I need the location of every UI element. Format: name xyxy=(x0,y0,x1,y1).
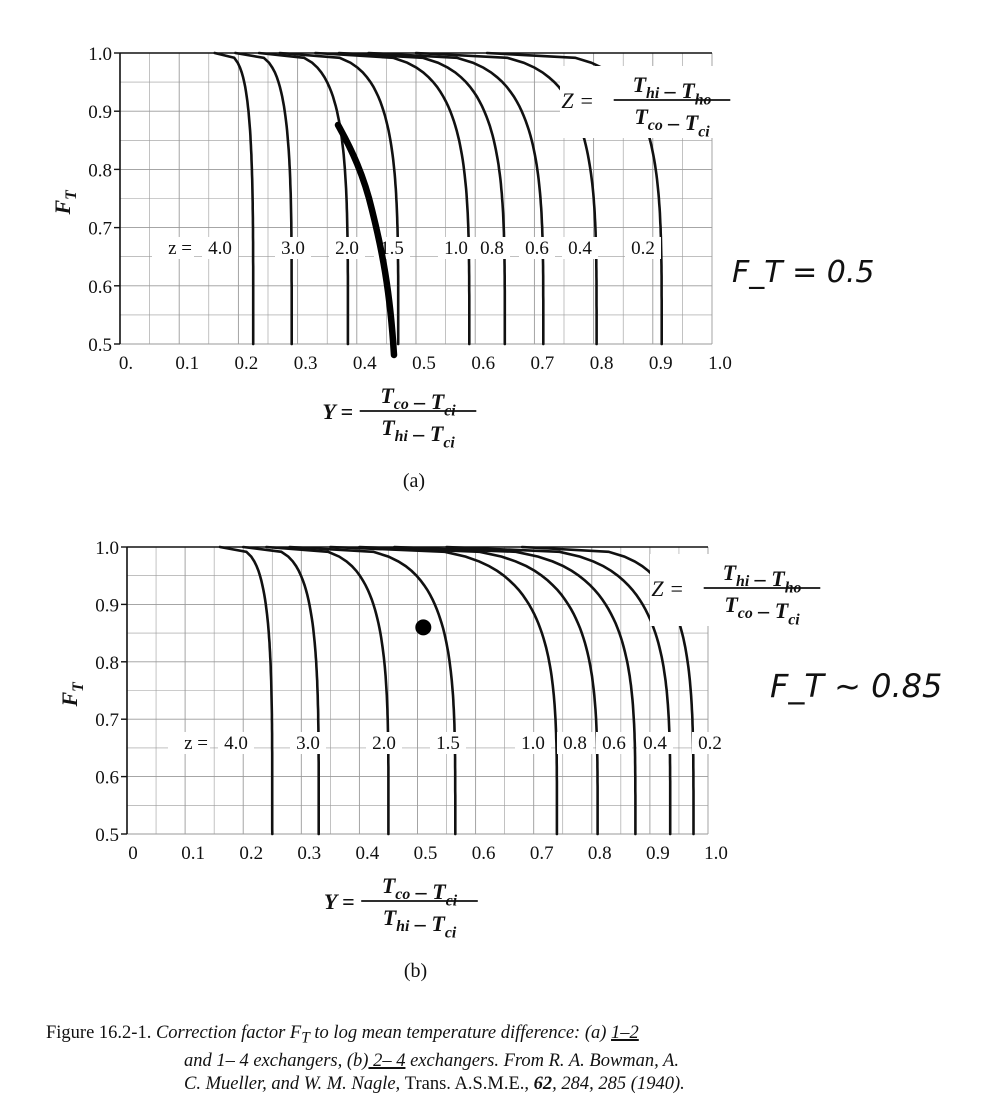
chart-panel-b xyxy=(57,538,942,982)
z-label-0.8: 0.8 xyxy=(563,733,587,754)
x-tick-label: 0.9 xyxy=(646,843,670,864)
y-tick-label: 0.7 xyxy=(88,218,112,240)
panel-label: (b) xyxy=(403,960,428,982)
y-tick-label: 0.6 xyxy=(88,276,112,298)
y-tick-label: 0.6 xyxy=(95,767,119,789)
x-tick-label: 0.2 xyxy=(239,843,264,864)
x-tick-label: 0.4 xyxy=(352,353,377,374)
fraction-denominator: $T_{co} - T_{ci}$ xyxy=(634,104,710,141)
y-tick-label: 0.7 xyxy=(95,710,119,732)
x-tick-label: 0.7 xyxy=(529,843,554,864)
z-label-4.0: 4.0 xyxy=(224,733,248,754)
x-tick-label: 0.9 xyxy=(648,353,673,374)
z-label-2.0: 2.0 xyxy=(372,733,396,754)
x-axis-label: Y = xyxy=(322,399,353,424)
x-tick-label: 0. xyxy=(118,353,134,374)
x-tick-label: 0.6 xyxy=(471,353,496,374)
z-label-2.0: 2.0 xyxy=(335,238,359,259)
z-prefix-label: z = xyxy=(184,733,208,754)
z-label-0.2: 0.2 xyxy=(698,733,722,754)
y-tick-label: 1.0 xyxy=(95,538,119,559)
y-tick-label: 0.5 xyxy=(95,825,119,846)
caption-line1: Correction factor $F_T$ to log mean temperature difference: (a) 1–2 xyxy=(155,1023,639,1047)
z-label-0.4: 0.4 xyxy=(643,733,667,754)
x-axis-formula xyxy=(361,873,478,941)
z-formula-lhs: Z = xyxy=(651,576,684,601)
y-tick-label: 0.9 xyxy=(95,595,119,617)
figure-caption xyxy=(46,1022,946,1096)
z-label-0.6: 0.6 xyxy=(525,238,549,259)
fraction-numerator: $T_{hi} - T_{ho}$ xyxy=(722,560,802,597)
x-tick-label: 0.8 xyxy=(587,843,612,864)
caption-line2: and 1– 4 exchangers, (b) 2– 4 exchangers. From R. A. Bowman, A. xyxy=(184,1050,679,1071)
x-tick-label: 0.2 xyxy=(234,353,259,374)
z-label-0.4: 0.4 xyxy=(568,238,592,259)
fraction-denominator: $T_{co} - T_{ci}$ xyxy=(724,592,800,629)
y-axis-label-text: $F_T$ xyxy=(57,682,88,707)
z-label-1.5: 1.5 xyxy=(380,238,404,259)
z-label-1.5: 1.5 xyxy=(436,733,460,754)
grid xyxy=(127,547,708,834)
chart-panel-a xyxy=(50,44,875,492)
y-tick-label: 0.9 xyxy=(88,102,112,124)
x-axis-label: Y = xyxy=(323,889,355,914)
y-axis-label xyxy=(50,189,80,216)
fraction-denominator: $T_{hi} - T_{ci}$ xyxy=(382,905,457,942)
x-tick-label: 0.1 xyxy=(175,353,200,374)
z-label-1.0: 1.0 xyxy=(521,733,545,754)
handwritten-annotation-b: F_T ~ 0.85 xyxy=(770,667,943,705)
panel-label: (a) xyxy=(402,470,426,492)
y-tick-label: 0.5 xyxy=(88,335,112,356)
handwritten-marker-dot xyxy=(415,619,431,635)
y-tick-label: 0.8 xyxy=(95,652,119,674)
x-tick-label: 1.0 xyxy=(704,843,728,864)
x-tick-label: 1.0 xyxy=(708,353,732,374)
x-tick-label: 0.8 xyxy=(589,353,614,374)
y-tick-label: 0.8 xyxy=(88,160,112,182)
fraction-denominator: $T_{hi} - T_{ci}$ xyxy=(381,415,455,452)
fraction-numerator: $T_{co} - T_{ci}$ xyxy=(380,383,456,420)
x-tick-label: 0.6 xyxy=(471,843,496,864)
x-tick-label: 0 xyxy=(128,843,138,864)
x-tick-label: 0.5 xyxy=(413,843,438,864)
y-axis-label xyxy=(57,681,87,708)
z-prefix-label: z = xyxy=(168,238,192,259)
x-axis-formula xyxy=(360,383,477,451)
z-label-0.2: 0.2 xyxy=(631,238,655,259)
z-label-0.6: 0.6 xyxy=(602,733,626,754)
z-label-1.0: 1.0 xyxy=(444,238,468,259)
z-label-4.0: 4.0 xyxy=(208,238,232,259)
caption-prefix: Figure 16.2-1. xyxy=(46,1023,152,1043)
x-tick-label: 0.7 xyxy=(530,353,555,374)
x-tick-label: 0.4 xyxy=(355,843,380,864)
y-tick-label: 1.0 xyxy=(88,44,112,65)
x-tick-label: 0.3 xyxy=(297,843,322,864)
fraction-numerator: $T_{co} - T_{ci}$ xyxy=(381,873,458,910)
x-tick-label: 0.3 xyxy=(293,353,318,374)
fraction-numerator: $T_{hi} - T_{ho}$ xyxy=(632,72,712,109)
x-tick-label: 0.1 xyxy=(181,843,205,864)
z-label-0.8: 0.8 xyxy=(480,238,504,259)
x-tick-label: 0.5 xyxy=(412,353,436,374)
z-label-3.0: 3.0 xyxy=(296,733,320,754)
caption-line3: C. Mueller, and W. M. Nagle, Trans. A.S.M.E., 62, 284, 285 (1940). xyxy=(184,1073,685,1094)
z-label-3.0: 3.0 xyxy=(281,238,305,259)
y-axis-label-text: $F_T$ xyxy=(50,190,81,215)
handwritten-annotation-a: F_T = 0.5 xyxy=(732,255,875,290)
z-formula-lhs: Z = xyxy=(561,88,594,113)
